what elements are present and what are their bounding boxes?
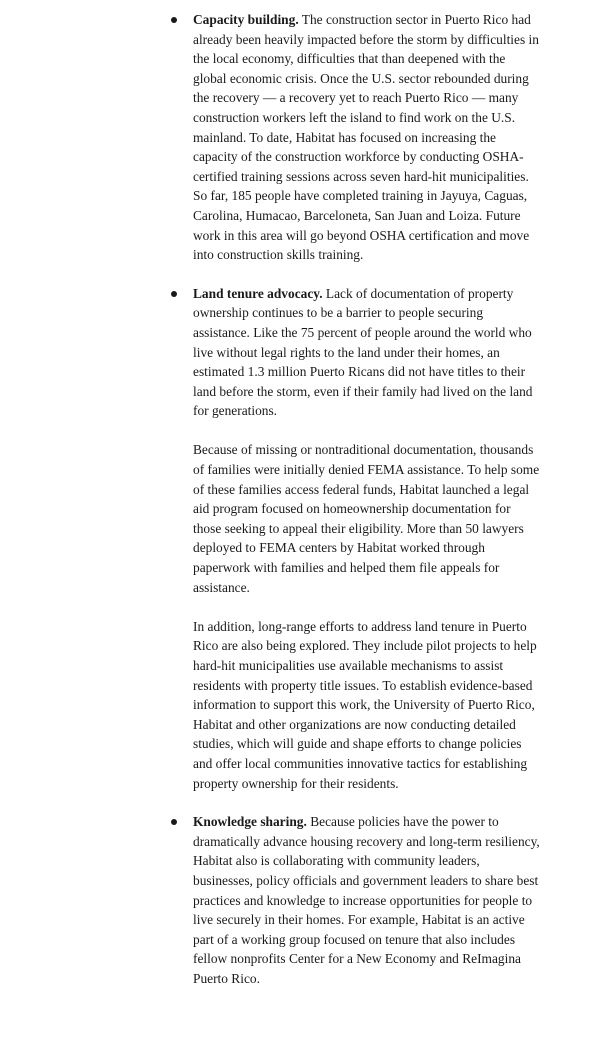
item-text: The construction sector in Puerto Rico had already been heavily impacted before the storm by difficulties in the local economy, difficulties that than deepened with the global economic crisis. Once the U.S. sector rebounded during the recovery — a recovery yet to reach Puerto Rico — many construction workers left the island to find work on the U.S. mainland. To date, Habitat has focused on increasing the capacity of the construction workforce by conducting OSHA-certified training sessions across seven hard-hit municipalities. So far, 185 people have completed training in Jayuya, Caguas, Carolina, Humacao, Barceloneta, San Juan and Loiza. Future work in this area will go beyond OSHA certification and move into construction skills training. [193, 12, 539, 263]
list-item-land-tenure-advocacy [0, 284, 616, 793]
item-title: Land tenure advocacy. [193, 285, 323, 301]
bullet-icon [171, 819, 177, 825]
item-text: Lack of documentation of property ownership continues to be a barrier to people securing assistance. Like the 75 percent of people around the world who live without legal rights to the land under their homes, an estimated 1.3 million Puerto Ricans did not have titles to their land before the storm, even if their family had lived on the land for generations. [193, 285, 533, 419]
list-item-knowledge-sharing [0, 812, 616, 988]
item-title: Knowledge sharing. [193, 814, 307, 830]
bullet-icon [171, 17, 177, 23]
paragraph [193, 10, 540, 265]
bullet-icon [171, 291, 177, 297]
list-item-capacity-building [0, 10, 616, 265]
bullet-list [0, 10, 616, 989]
paragraph [193, 812, 540, 988]
paragraph: In addition, long-range efforts to address land tenure in Puerto Rico are also being explored. They include pilot projects to help hard-hit municipalities use available mechanisms to assist residents with property title issues. To establish evidence-based information to support this work, the University of Puerto Rico, Habitat and other organizations are now conducting detailed studies, which will guide and shape efforts to change policies and offer local communities innovative tactics for establishing property ownership for their residents. [193, 618, 537, 791]
item-title: Capacity building. [193, 12, 299, 27]
paragraph [193, 284, 540, 421]
item-text: Because policies have the power to dramatically advance housing recovery and long-term resiliency, Habitat also is collaborating with community leaders, businesses, policy officials and government leaders to share best practices and knowledge to increase opportunities for people to live securely in their homes. For example, Habitat is an active part of a working group focused on tenure that also includes fellow nonprofits Center for a New Economy and ReImagina Puerto Rico. [193, 814, 540, 986]
paragraph: Because of missing or nontraditional documentation, thousands of families were initially denied FEMA assistance. To help some of these families access federal funds, Habitat launched a legal aid program focused on homeownership documentation for those seeking to appeal their eligibility. More than 50 lawyers deployed to FEMA centers by Habitat worked through paperwork with families and helped them file appeals for assistance. [193, 442, 540, 595]
